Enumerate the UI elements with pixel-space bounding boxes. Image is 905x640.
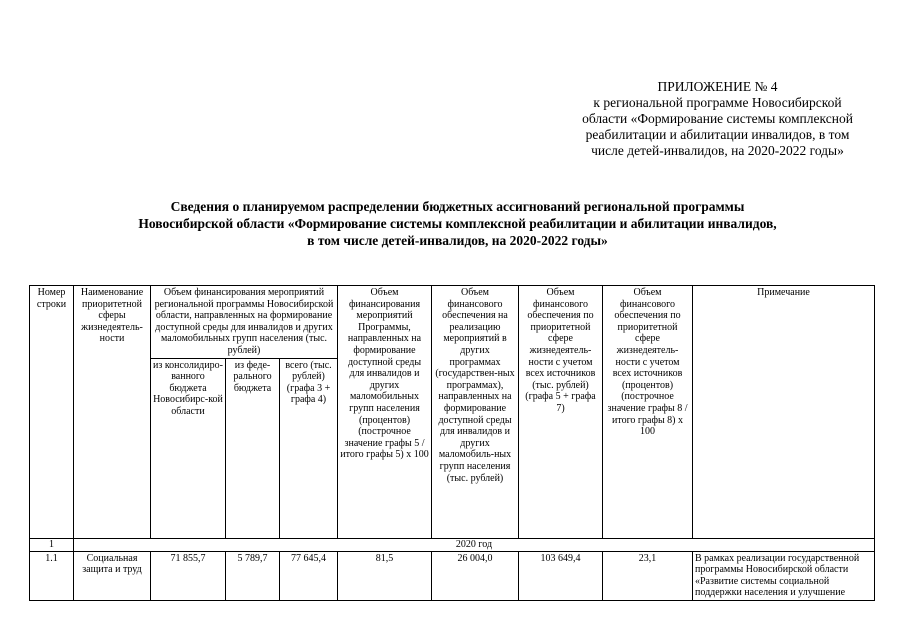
title-line: Сведения о планируемом распределении бюджетных ассигнований региональной программы [170, 199, 745, 214]
title-line: Новосибирской области «Формирование системы комплексной реабилитации и абилитации инвалидов, [138, 216, 777, 231]
year-row [30, 538, 875, 551]
appendix-line: числе детей-инвалидов, на 2020-2022 годы» [591, 143, 844, 158]
cell-sphere-share: 23,1 [603, 551, 693, 600]
header-share-program: Объем финансирования мероприятий Программы, направленных на формирование доступной среды для инвалидов и других маломобильных групп населения (процентов) (построчное значение графы 5 / итого графы 5) х 100 [338, 286, 432, 539]
year-label: 2020 год [74, 538, 875, 551]
year-row-number: 1 [30, 538, 74, 551]
header-row-number: Номер строки [30, 286, 74, 539]
cell-share-program: 81,5 [338, 551, 432, 600]
appendix-line: к региональной программе Новосибирской [593, 95, 842, 110]
title-line: в том числе детей-инвалидов, на 2020-2022 годы» [307, 233, 608, 248]
header-other-programs: Объем финансового обеспечения на реализацию мероприятий в других программах (государствен-ных программах), направленных на формирование доступной среды для инвалидов и других маломобиль-ных групп населения (тыс. рублей) [432, 286, 519, 539]
budget-table [29, 285, 875, 601]
cell-sphere-total: 103 649,4 [519, 551, 603, 600]
header-financing-group: Объем финансирования мероприятий региональной программы Новосибирской области, направленных на формирование доступной среды для инвалидов и других маломобильных групп населения (тыс. рублей) [151, 286, 338, 359]
cell-federal: 5 789,7 [226, 551, 280, 600]
appendix-line: ПРИЛОЖЕНИЕ № 4 [657, 79, 778, 94]
header-sphere: Наименование приоритетной сферы жизнедеятель-ности [74, 286, 151, 539]
appendix-header [540, 79, 895, 159]
appendix-line: области «Формирование системы комплексной [582, 111, 853, 126]
header-sub-total: всего (тыс. рублей) (графа 3 + графа 4) [280, 358, 338, 538]
cell-regional: 71 855,7 [151, 551, 226, 600]
table-row [30, 551, 875, 600]
cell-sphere: Социальная защита и труд [74, 551, 151, 600]
header-sub-federal: из феде-рального бюджета [226, 358, 280, 538]
cell-note: В рамках реализации государственной программы Новосибирской области «Развитие системы социальной поддержки населения и улучшение [693, 551, 875, 600]
cell-number: 1.1 [30, 551, 74, 600]
header-sub-regional: из консолидиро-ванного бюджета Новосибирс-кой области [151, 358, 226, 538]
header-sphere-total: Объем финансового обеспечения по приоритетной сфере жизнедеятель-ности с учетом всех источников (тыс. рублей) (графа 5 + графа 7) [519, 286, 603, 539]
appendix-line: реабилитации и абилитации инвалидов, в том [585, 127, 850, 142]
cell-total: 77 645,4 [280, 551, 338, 600]
document-title [40, 198, 875, 249]
header-note: Примечание [693, 286, 875, 539]
cell-other-programs: 26 004,0 [432, 551, 519, 600]
header-sphere-share: Объем финансового обеспечения по приоритетной сфере жизнедеятель-ности с учетом всех источников (процентов) (построчное значение графы 8 / итого графы 8) х 100 [603, 286, 693, 539]
